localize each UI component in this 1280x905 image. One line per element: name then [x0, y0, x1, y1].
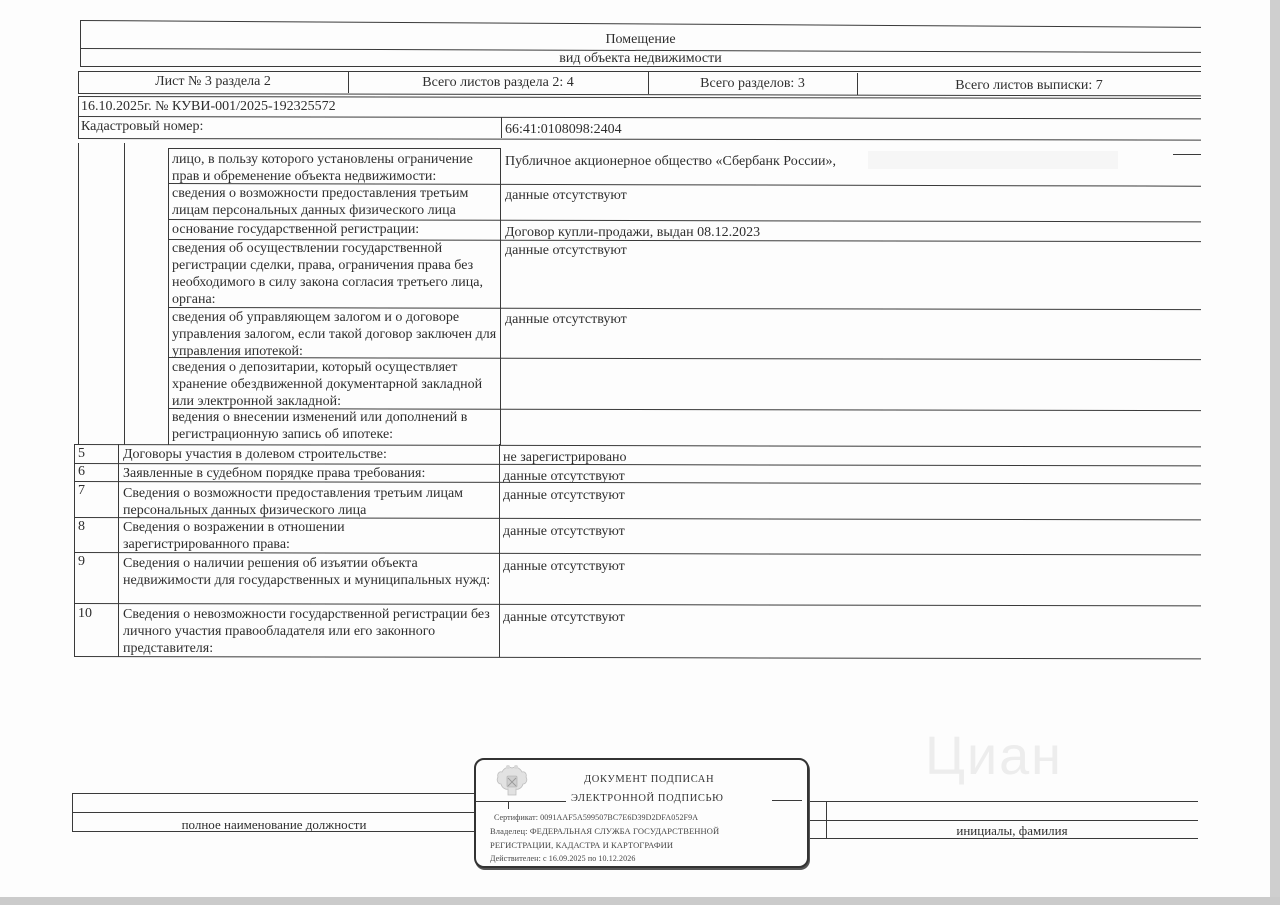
rule — [476, 801, 566, 802]
rule — [508, 801, 509, 809]
sub-row-label: сведения об осуществлении государственной регистрации сделки, права, ограничения права без необходимого в силу закона согласия третьего лица, органа: — [172, 241, 483, 307]
rule — [78, 71, 1201, 72]
sub-row-label: ведения о внесении изменений или дополнений в регистрационную запись об ипотеке: — [172, 410, 468, 442]
sub-row-label: лицо, в пользу которого установлены ограничение прав и обременение объекта недвижимости: — [172, 152, 473, 184]
rule — [772, 800, 802, 801]
row-label: Договоры участия в долевом строительстве: — [123, 447, 387, 462]
object-type-caption: вид объекта недвижимости — [559, 51, 722, 66]
rule — [168, 148, 501, 149]
rule — [72, 831, 476, 832]
rule — [800, 820, 1198, 821]
name-caption: инициалы, фамилия — [956, 823, 1068, 838]
sub-row-value: данные отсутствуют — [505, 188, 627, 203]
sub-row-label: сведения о депозитарии, который осуществляет хранение обездвиженной документарной закладной или электронной закладной: — [172, 360, 483, 409]
page-edge — [0, 897, 1280, 905]
row-label: Сведения о невозможности государственной регистрации без личного участия правообладателя или его законного представителя: — [123, 607, 490, 656]
total-sheets-section: Всего листов раздела 2: 4 — [422, 75, 574, 90]
stamp-certificate: Сертификат: 0091AAF5A599507BC7E6D39D2DFA052F9A — [494, 813, 699, 822]
row-value: данные отсутствуют — [503, 524, 625, 539]
rule — [800, 838, 1198, 839]
rule — [78, 143, 79, 445]
rule — [80, 20, 1201, 28]
rule — [80, 66, 1201, 67]
rule — [1173, 154, 1201, 155]
extract-date-number: 16.10.2025г. № КУВИ-001/2025-192325572 — [81, 99, 336, 114]
row-number: 6 — [78, 464, 85, 479]
watermark-logo: Циан — [925, 726, 1063, 786]
page-edge — [1270, 0, 1280, 905]
row-label: Заявленные в судебном порядке права требования: — [123, 466, 426, 481]
rule — [78, 116, 1201, 119]
rule — [124, 143, 125, 445]
cadastral-label: Кадастровый номер: — [81, 119, 204, 134]
stamp-title-line2: ЭЛЕКТРОННОЙ ПОДПИСЬЮ — [571, 793, 724, 804]
row-number: 10 — [78, 606, 92, 621]
sub-row-value: данные отсутствуют — [505, 243, 627, 258]
row-value: не зарегистрировано — [503, 450, 627, 465]
rule — [78, 138, 1201, 141]
row-value: данные отсутствуют — [503, 488, 625, 503]
rule — [72, 793, 476, 794]
rule — [168, 148, 169, 445]
sub-row-value: данные отсутствуют — [505, 312, 627, 327]
row-label: Сведения о наличии решения об изъятии объекта недвижимости для государственных и муниципальных нужд: — [123, 556, 491, 588]
sub-row-label: основание государственной регистрации: — [172, 222, 420, 237]
row-value: данные отсутствуют — [503, 559, 625, 574]
row-number: 7 — [78, 483, 85, 498]
stamp-validity: Действителен: с 16.09.2025 по 10.12.2026 — [490, 854, 636, 863]
total-sheets-extract: Всего листов выписки: 7 — [955, 78, 1103, 93]
eagle-emblem-icon — [494, 762, 530, 802]
row-label: Сведения о возможности предоставления третьим лицам персональных данных физического лица — [123, 486, 464, 518]
row-label: Сведения о возражении в отношении зарегистрированного права: — [123, 520, 345, 552]
electronic-signature-stamp — [474, 758, 809, 868]
object-type: Помещение — [605, 32, 676, 47]
stamp-owner-line2: РЕГИСТРАЦИИ, КАДАСТРА И КАРТОГРАФИИ — [490, 840, 674, 850]
sub-row-label: сведения об управляющем залогом и о договоре управления залогом, если такой договор заключен для управления ипотекой: — [172, 310, 497, 359]
rule — [800, 801, 1198, 802]
row-value: данные отсутствуют — [503, 610, 625, 625]
row-number: 8 — [78, 519, 85, 534]
rule — [501, 117, 502, 138]
sub-row-value: Публичное акционерное общество «Сбербанк России», — [505, 154, 836, 169]
sub-row-value: Договор купли-продажи, выдан 08.12.2023 — [505, 225, 761, 240]
rule — [118, 444, 119, 657]
total-sections: Всего разделов: 3 — [700, 76, 805, 91]
row-number: 5 — [78, 446, 85, 461]
row-value: данные отсутствуют — [503, 469, 625, 484]
redacted-area — [868, 151, 1118, 169]
sheet-number: Лист № 3 раздела 2 — [155, 74, 271, 89]
row-number: 9 — [78, 554, 85, 569]
rule — [74, 444, 75, 657]
stamp-title-line1: ДОКУМЕНТ ПОДПИСАН — [584, 774, 715, 785]
sub-row-label: сведения о возможности предоставления третьим лицам персональных данных физического лица — [172, 186, 469, 218]
cadastral-number: 66:41:0108098:2404 — [505, 122, 622, 137]
stamp-owner-line1: Владелец: ФЕДЕРАЛЬНАЯ СЛУЖБА ГОСУДАРСТВЕННОЙ — [490, 826, 720, 836]
rule — [72, 812, 476, 813]
rule — [74, 656, 1201, 659]
rule — [74, 481, 1201, 484]
position-caption: полное наименование должности — [181, 817, 367, 832]
